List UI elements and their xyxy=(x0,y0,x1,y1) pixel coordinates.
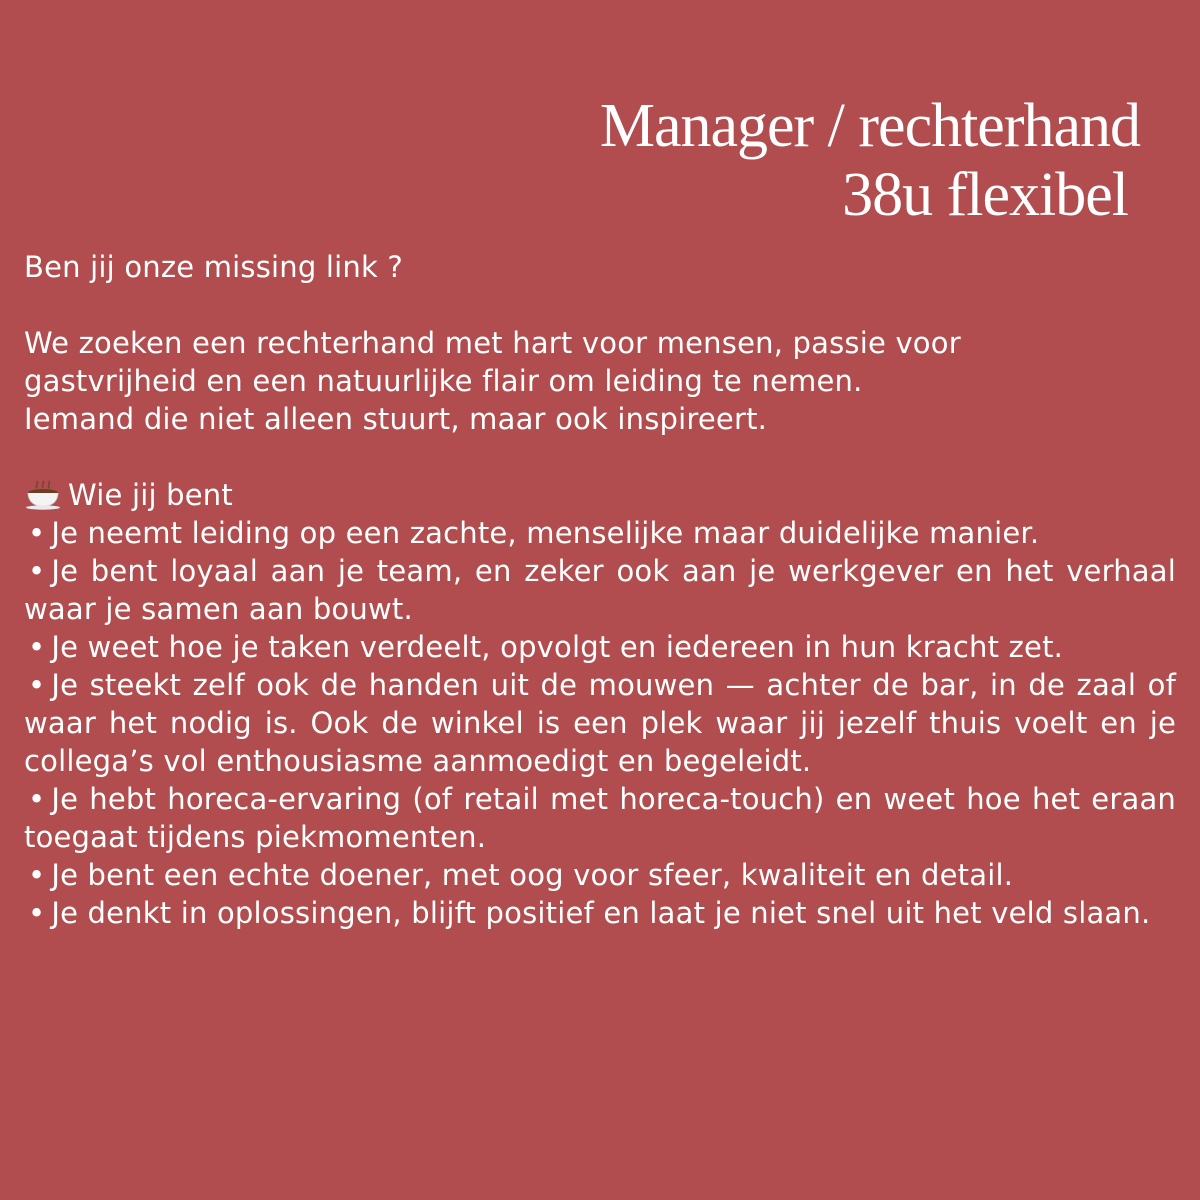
section-heading xyxy=(24,476,1176,514)
posting-body xyxy=(24,248,1176,932)
list-item-text: Je weet hoe je taken verdeelt, opvolgt en iedereen in hun kracht zet. xyxy=(51,630,1064,664)
bullet-dot: • xyxy=(28,516,46,550)
list-item xyxy=(24,514,1176,552)
list-item-text: Je steekt zelf ook de handen uit de mouwen — achter de bar, in de zaal of waar het nodig is. Ook de winkel is een plek waar jij jezelf thuis voelt en je collega’s vol enthousiasme aanmoedigt en begeleidt. xyxy=(24,668,1176,778)
list-item xyxy=(24,552,1176,628)
section-heading-text: Wie jij bent xyxy=(68,478,233,512)
spacer xyxy=(24,286,1176,324)
intro-line-3: Iemand die niet alleen stuurt, maar ook inspireert. xyxy=(24,402,768,436)
list-item-text: Je neemt leiding op een zachte, menselijke maar duidelijke manier. xyxy=(51,516,1040,550)
list-item-text: Je hebt horeca-ervaring (of retail met horeca-touch) en weet hoe het eraan toegaat tijdens piekmomenten. xyxy=(24,782,1176,854)
title-line-hours: 38u flexibel xyxy=(842,161,1128,230)
list-item xyxy=(24,666,1176,780)
list-item xyxy=(24,894,1176,932)
bullet-dot: • xyxy=(28,554,46,588)
bullet-dot: • xyxy=(28,896,46,930)
list-item xyxy=(24,856,1176,894)
bullet-dot: • xyxy=(28,630,46,664)
list-item xyxy=(24,780,1176,856)
list-item-text: Je denkt in oplossingen, blijft positief en laat je niet snel uit het veld slaan. xyxy=(51,896,1151,930)
bullet-dot: • xyxy=(28,668,46,702)
page-title xyxy=(600,92,1140,231)
coffee-cup-icon xyxy=(24,480,62,510)
list-item xyxy=(24,628,1176,666)
bullet-dot: • xyxy=(28,858,46,892)
intro-line-1: We zoeken een rechterhand met hart voor mensen, passie voor xyxy=(24,326,961,360)
bullet-list xyxy=(24,514,1176,932)
list-item-text: Je bent een echte doener, met oog voor sfeer, kwaliteit en detail. xyxy=(51,858,1014,892)
bullet-dot: • xyxy=(28,782,46,816)
intro-question: Ben jij onze missing link ? xyxy=(24,250,404,284)
spacer xyxy=(24,438,1176,476)
intro-line-2: gastvrijheid en een natuurlijke flair om leiding te nemen. xyxy=(24,364,863,398)
list-item-text: Je bent loyaal aan je team, en zeker ook aan je werkgever en het verhaal waar je samen aan bouwt. xyxy=(24,554,1176,626)
title-line-role: Manager / rechterhand xyxy=(599,92,1140,160)
